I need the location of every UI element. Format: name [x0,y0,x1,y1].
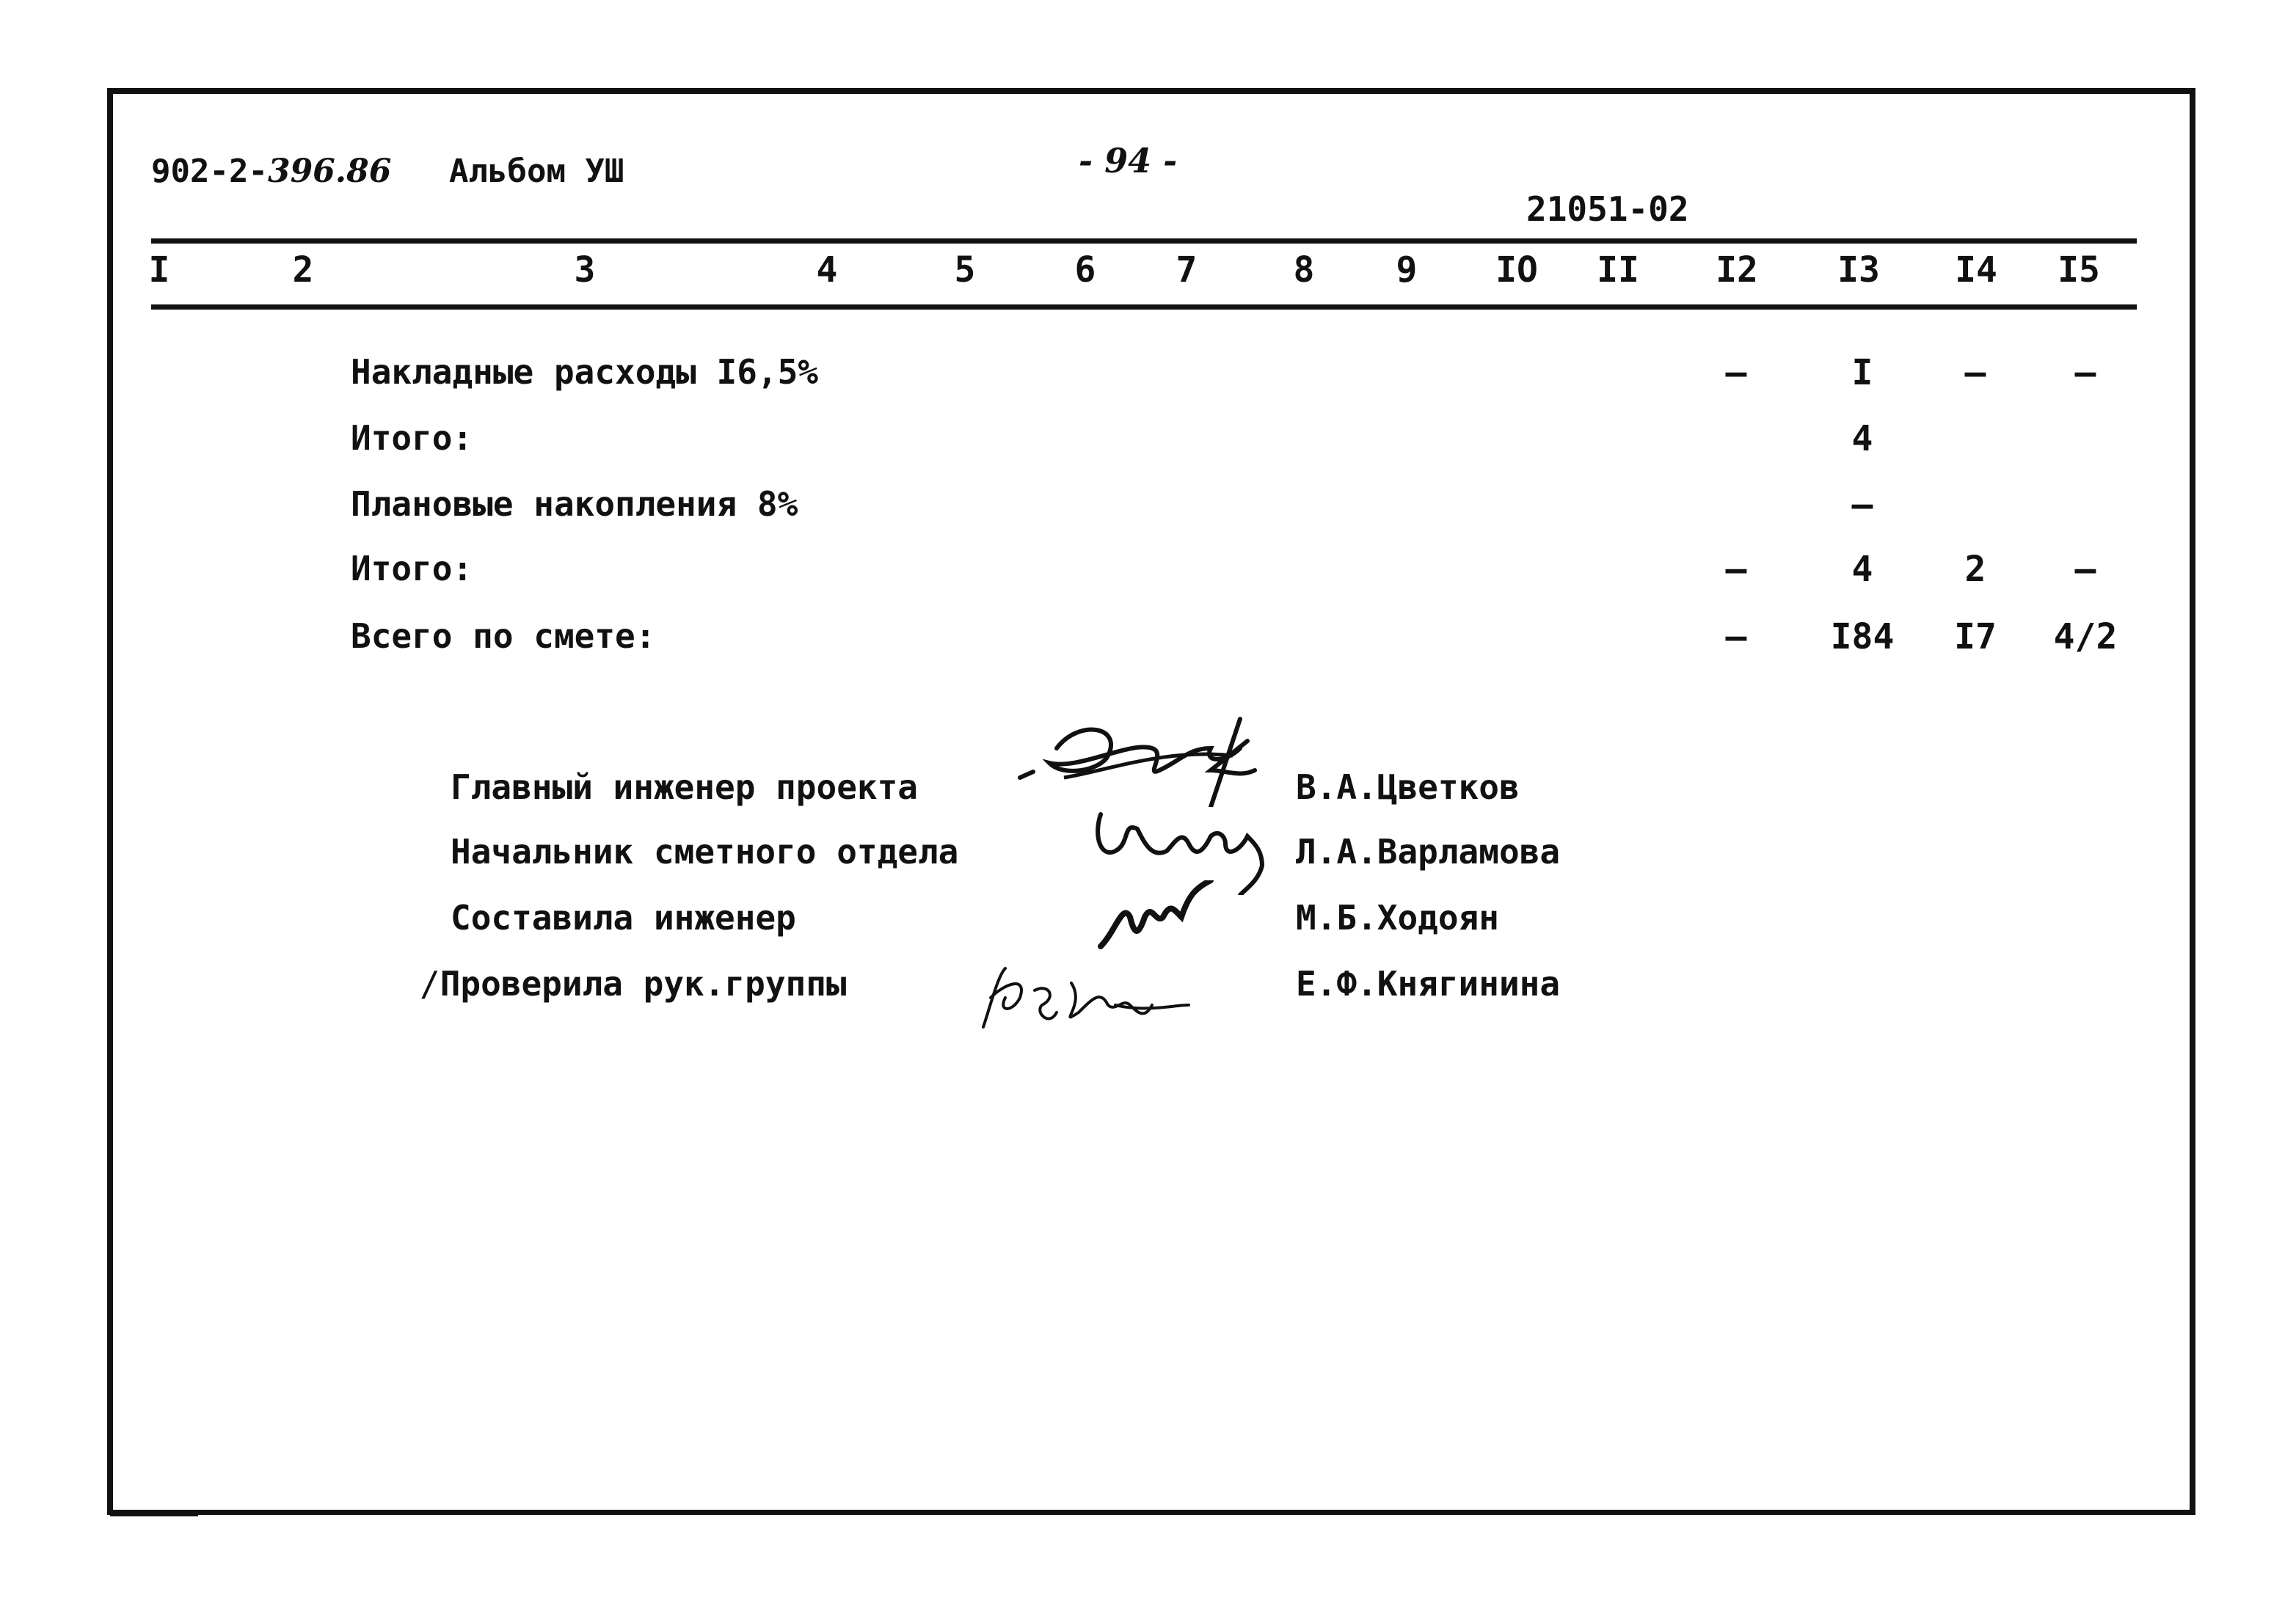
signature-role: Составила инженер [451,898,796,938]
cell-c13: I [1851,352,1873,393]
signature-1 [1013,704,1321,807]
col-5: 5 [954,249,976,291]
cell-c12: – [1725,352,1747,393]
col-15: I5 [2058,249,2100,291]
col-4: 4 [816,249,838,291]
signature-name: В.А.Цветков [1296,767,1520,807]
row-label: Итого: [351,418,473,458]
col-2: 2 [292,249,314,291]
signature-name: Л.А.Варламова [1296,832,1561,872]
row-label: Накладные расходы I6,5% [351,352,818,392]
col-12: I2 [1716,249,1758,291]
cell-c13: 4 [1851,418,1873,459]
scan-artifact [110,1513,198,1516]
cell-c15: – [2074,549,2096,590]
check-slash: / [420,964,440,1004]
col-13: I3 [1837,249,1880,291]
document-code-handwritten: 396.86 [267,153,392,190]
doc-number: 21051-02 [1526,189,1689,229]
col-11: II [1597,249,1639,291]
col-1: I [148,249,170,291]
col-14: I4 [1955,249,1997,291]
col-3: 3 [574,249,596,291]
cell-c13: – [1851,484,1873,525]
cell-c14: 2 [1964,549,1986,590]
signature-role: /Проверила рук.группы [420,964,847,1004]
signature-name: М.Б.Ходоян [1296,898,1499,938]
cell-c14: – [1964,352,1986,393]
page-number: - 94 - [1079,141,1178,180]
cell-c15: – [2074,352,2096,393]
signature-role: Начальник сметного отдела [451,832,959,872]
row-label: Плановые накопления 8% [351,484,798,524]
cell-c14: I7 [1954,616,1997,657]
col-7: 7 [1176,249,1198,291]
col-8: 8 [1293,249,1315,291]
row-label: Итого: [351,549,473,588]
signature-name: Е.Ф.Княгинина [1296,964,1561,1004]
header-bottom-rule [151,304,2137,310]
row-label: Всего по смете: [351,616,656,656]
col-10: IO [1495,249,1538,291]
col-6: 6 [1074,249,1096,291]
cell-c15: 4/2 [2053,616,2118,657]
col-9: 9 [1396,249,1418,291]
cell-c12: – [1725,616,1747,657]
album-label: Альбом УШ [449,153,624,190]
cell-c13: I84 [1830,616,1895,657]
document-code: 902-2-396.86 [151,153,392,190]
cell-c12: – [1725,549,1747,590]
cell-c13: 4 [1851,549,1873,590]
header-top-rule [151,238,2137,244]
signature-4 [969,946,1203,1042]
signature-role: Главный инженер проекта [451,767,918,807]
